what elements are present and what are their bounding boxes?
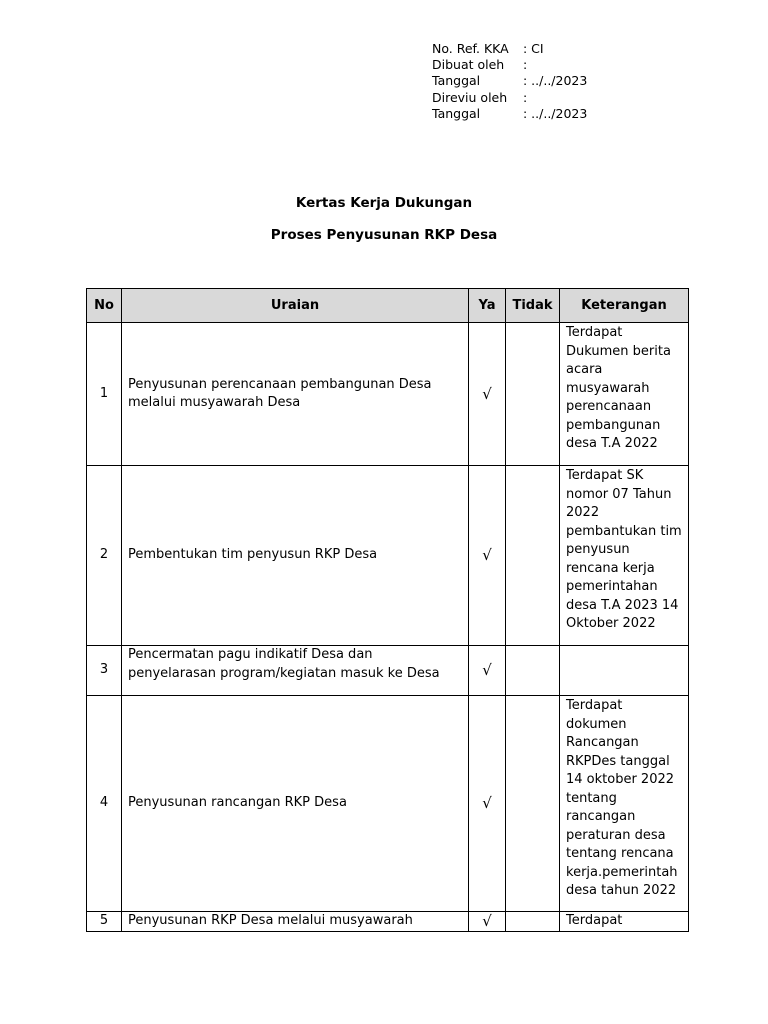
- meta-value: : CI: [523, 41, 544, 56]
- column-header-no: No: [87, 289, 122, 323]
- cell-tidak: [506, 466, 560, 646]
- column-header-uraian: Uraian: [122, 289, 469, 323]
- cell-tidak: [506, 912, 560, 932]
- meta-value: : ../../2023: [523, 73, 588, 89]
- table-row: [87, 696, 689, 912]
- check-mark-ya: √: [469, 696, 506, 912]
- check-mark-ya: √: [469, 912, 506, 932]
- table-row: [87, 466, 689, 646]
- table-header-row: [87, 289, 689, 323]
- meta-row: [432, 106, 587, 122]
- table-row: [87, 912, 689, 932]
- table-row: [87, 646, 689, 696]
- cell-tidak: [506, 323, 560, 466]
- document-meta: [432, 41, 587, 122]
- cell-uraian: Penyusunan perencanaan pembangunan Desa melalui musyawarah Desa: [122, 323, 469, 466]
- column-header-tidak: Tidak: [506, 289, 560, 323]
- document-title: Kertas Kerja Dukungan: [295, 195, 473, 211]
- meta-label: Tanggal: [432, 105, 481, 121]
- check-mark-ya: √: [469, 646, 506, 696]
- document-subtitle: Proses Penyusunan RKP Desa: [270, 227, 498, 243]
- meta-label: Tanggal: [432, 73, 481, 89]
- check-mark-ya: √: [469, 323, 506, 466]
- cell-uraian: Penyusunan rancangan RKP Desa: [122, 696, 469, 912]
- meta-value: :: [523, 57, 528, 73]
- cell-no: 1: [87, 323, 122, 466]
- cell-no: 2: [87, 466, 122, 646]
- column-header-ya: Ya: [469, 289, 506, 323]
- cell-no: 3: [87, 646, 122, 696]
- meta-value: : ../../2023: [523, 105, 588, 121]
- cell-tidak: [506, 696, 560, 912]
- meta-row: [432, 73, 587, 89]
- meta-label: No. Ref. KKA: [432, 41, 509, 56]
- checklist-table: [86, 288, 689, 932]
- cell-uraian: Pencermatan pagu indikatif Desa dan penyelarasan program/kegiatan masuk ke Desa: [122, 646, 469, 696]
- cell-no: 4: [87, 696, 122, 912]
- cell-keterangan: Terdapat SK nomor 07 Tahun 2022 pembantukan tim penyusun rencana kerja pemerintahan desa T.A 2023 14 Oktober 2022: [560, 466, 689, 646]
- column-header-keterangan: Keterangan: [560, 289, 689, 323]
- cell-keterangan: Terdapat: [560, 912, 689, 932]
- meta-value: :: [523, 89, 528, 105]
- table-row: [87, 323, 689, 466]
- meta-label: Direviu oleh: [432, 89, 508, 105]
- cell-keterangan: [560, 646, 689, 696]
- meta-label: Dibuat oleh: [432, 57, 505, 73]
- cell-no: 5: [87, 912, 122, 932]
- meta-row: [432, 90, 587, 106]
- cell-uraian: Penyusunan RKP Desa melalui musyawarah: [122, 912, 469, 932]
- check-mark-ya: √: [469, 466, 506, 646]
- meta-row: [432, 41, 587, 57]
- cell-keterangan: Terdapat dokumen Rancangan RKPDes tanggal 14 oktober 2022 tentang rancangan peraturan desa tentang rencana kerja.pemerintah desa tahun 2022: [560, 696, 689, 912]
- meta-row: [432, 57, 587, 73]
- cell-tidak: [506, 646, 560, 696]
- cell-keterangan: Terdapat Dukumen berita acara musyawarah perencanaan pembangunan desa T.A 2022: [560, 323, 689, 466]
- cell-uraian: Pembentukan tim penyusun RKP Desa: [122, 466, 469, 646]
